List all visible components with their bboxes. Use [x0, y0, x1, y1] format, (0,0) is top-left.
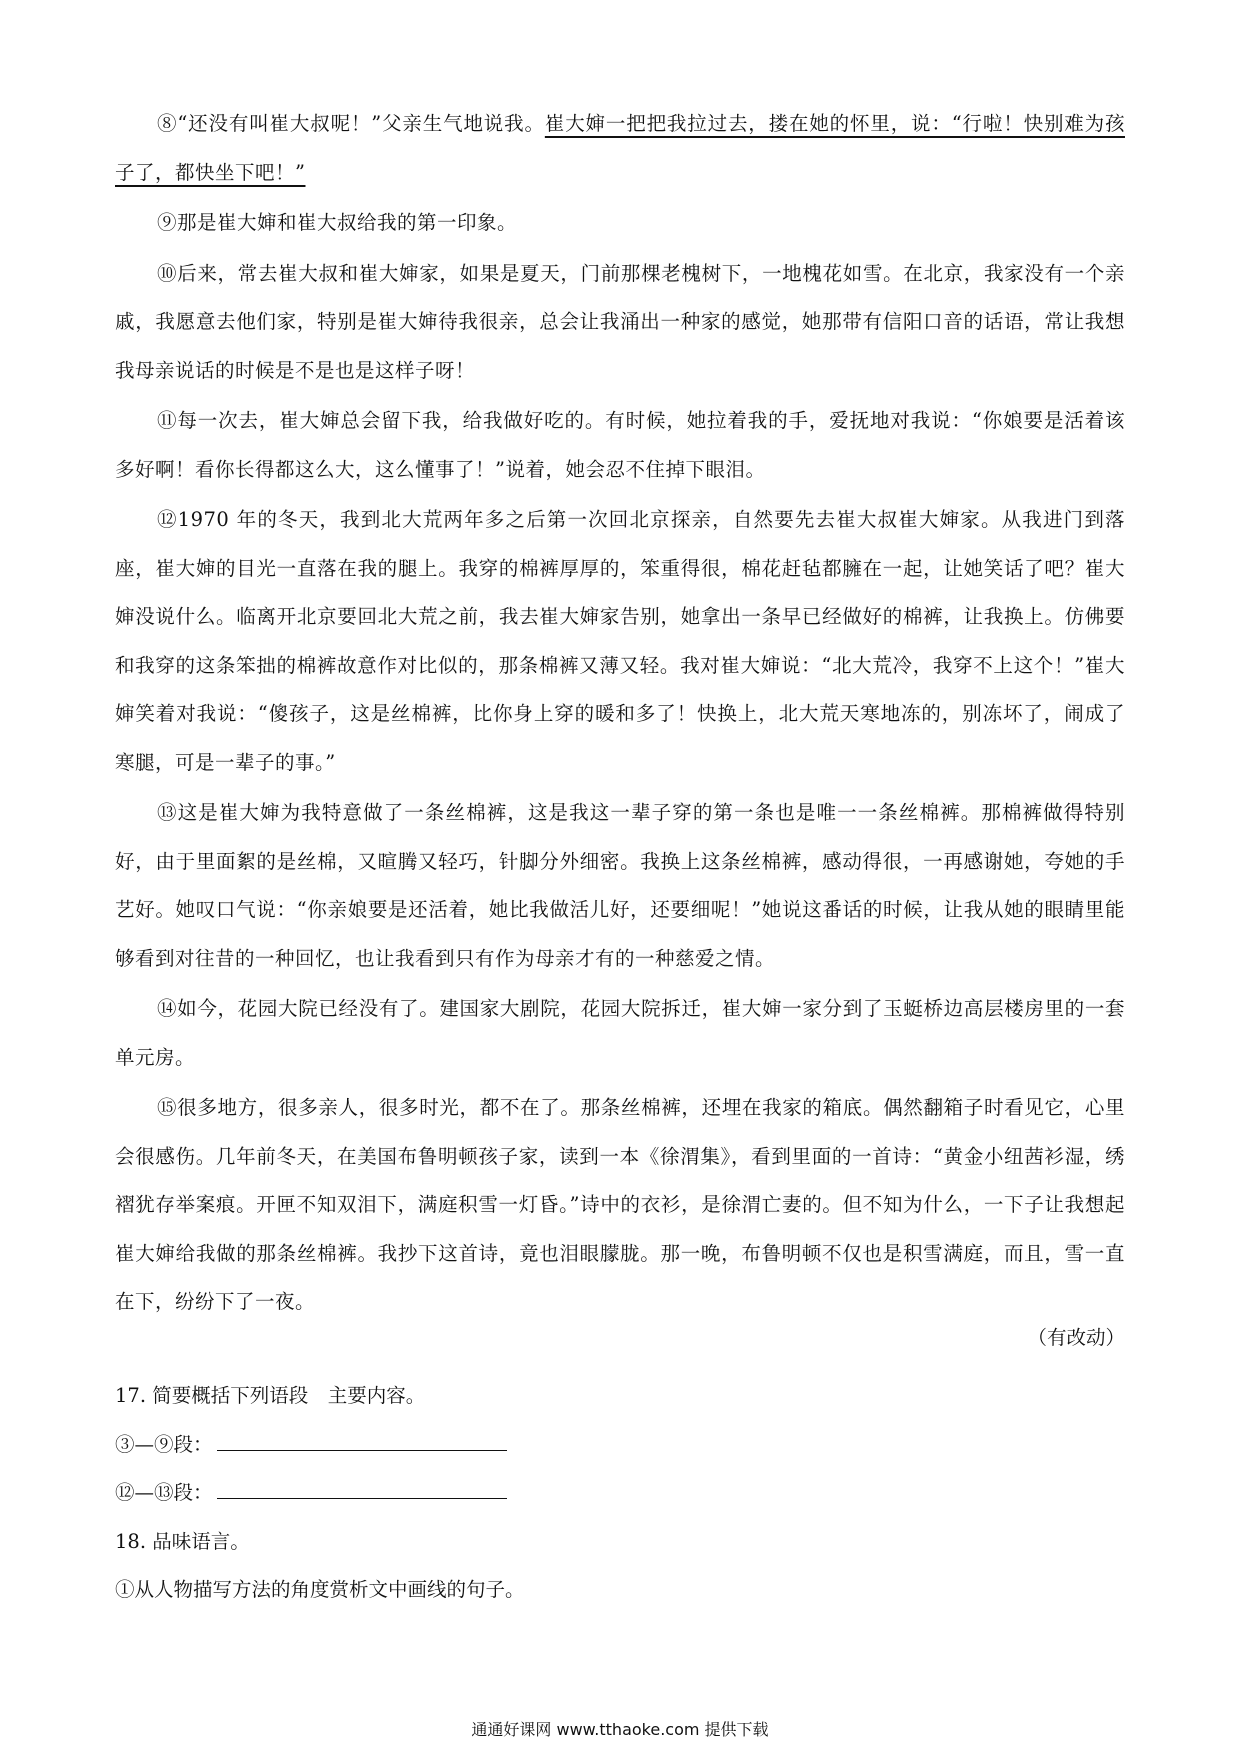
question-17-item-1	[115, 1421, 1125, 1470]
paragraph-14: ⑭如今，花园大院已经没有了。建国家大剧院，花园大院拆迁，崔大婶一家分到了玉蜓桥边高层楼房里的一套单元房。	[115, 997, 1125, 1069]
page-footer: 通通好课网 www.tthaoke.com 提供下载	[471, 1720, 769, 1739]
paragraph-10: ⑩后来，常去崔大叔和崔大婶家，如果是夏天，门前那棵老槐树下，一地槐花如雪。在北京，我家没有一个亲戚，我愿意去他们家，特别是崔大婶待我很亲，总会让我涌出一种家的感觉，她那带有信阳口音的话语，常让我想我母亲说话的时候是不是也是这样子呀！	[115, 261, 1125, 382]
paragraph-13: ⑬这是崔大婶为我特意做了一条丝棉裤，这是我这一辈子穿的第一条也是唯一一条丝棉裤。那棉裤做得特别好，由于里面絮的是丝棉，又暄腾又轻巧，针脚分外细密。我换上这条丝棉裤，感动得很，一再感谢她，夸她的手艺好。她叹口气说：“你亲娘要是还活着，她比我做活儿好，还要细呢！”她说这番话的时候，让我从她的眼睛里能够看到对往昔的一种回忆，也让我看到只有作为母亲才有的一种慈爱之情。	[115, 801, 1125, 970]
paragraph-11: ⑪每一次去，崔大婶总会留下我，给我做好吃的。有时候，她拉着我的手，爱抚地对我说：“你娘要是活着该多好啊！看你长得都这么大，这么懂事了！”说着，她会忍不住掉下眼泪。	[115, 409, 1125, 481]
paragraph-15: ⑮很多地方，很多亲人，很多时光，都不在了。那条丝棉裤，还埋在我家的箱底。偶然翻箱子时看见它，心里会很感伤。几年前冬天，在美国布鲁明顿孩子家，读到一本《徐渭集》，看到里面的一首诗：“黄金小纽茜衫湿，绣褶犹存举案痕。开匣不知双泪下，满庭积雪一灯昏。”诗中的衣衫，是徐渭亡妻的。但不知为什么，一下子让我想起崔大婶给我做的那条丝棉裤。我抄下这首诗，竟也泪眼朦胧。那一晚，布鲁明顿不仅也是积雪满庭，而且，雪一直在下，纷纷下了一夜。	[115, 1096, 1125, 1313]
question-18-title: 18. 品味语言。	[115, 1529, 250, 1553]
reading-passage	[115, 100, 1125, 1329]
question-17-item-2-label: ⑫—⑬段：	[115, 1481, 213, 1504]
questions-section	[115, 1372, 1125, 1615]
answer-blank-2[interactable]	[217, 1474, 507, 1499]
question-17-item-1-label: ③—⑨段：	[115, 1432, 213, 1456]
question-17-title: 17. 简要概括下列语段 主要内容。	[115, 1384, 426, 1407]
paragraph-8	[115, 100, 1125, 197]
underlined-sentence: 崔大婶一把把我拉过去，搂在她的怀里，说：“行啦！快别难为孩子了，都快坐下吧！”	[115, 112, 1125, 184]
question-18-item-1: ①从人物描写方法的角度赏析文中画线的句子。	[115, 1578, 525, 1601]
question-17-item-2	[115, 1469, 1125, 1518]
paragraph-8-text: ⑧“还没有叫崔大叔呢！”父亲生气地说我。	[157, 112, 545, 135]
answer-blank-1[interactable]	[217, 1426, 507, 1451]
paragraph-12: ⑫1970 年的冬天，我到北大荒两年多之后第一次回北京探亲，自然要先去崔大叔崔大婶家。从我进门到落座，崔大婶的目光一直落在我的腿上。我穿的棉裤厚厚的，笨重得很，棉花赶毡都臃在一起，让她笑话了吧？崔大婶没说什么。临离开北京要回北大荒之前，我去崔大婶家告别，她拿出一条早已经做好的棉裤，让我换上。仿佛要和我穿的这条笨拙的棉裤故意作对比似的，那条棉裤又薄又轻。我对崔大婶说：“北大荒冷，我穿不上这个！”崔大婶笑着对我说：“傻孩子，这是丝棉裤，比你身上穿的暖和多了！快换上，北大荒天寒地冻的，别冻坏了，闹成了寒腿，可是一辈子的事。”	[115, 508, 1125, 774]
paragraph-9: ⑨那是崔大婶和崔大叔给我的第一印象。	[157, 211, 518, 234]
source-note: （有改动）	[1027, 1326, 1125, 1349]
